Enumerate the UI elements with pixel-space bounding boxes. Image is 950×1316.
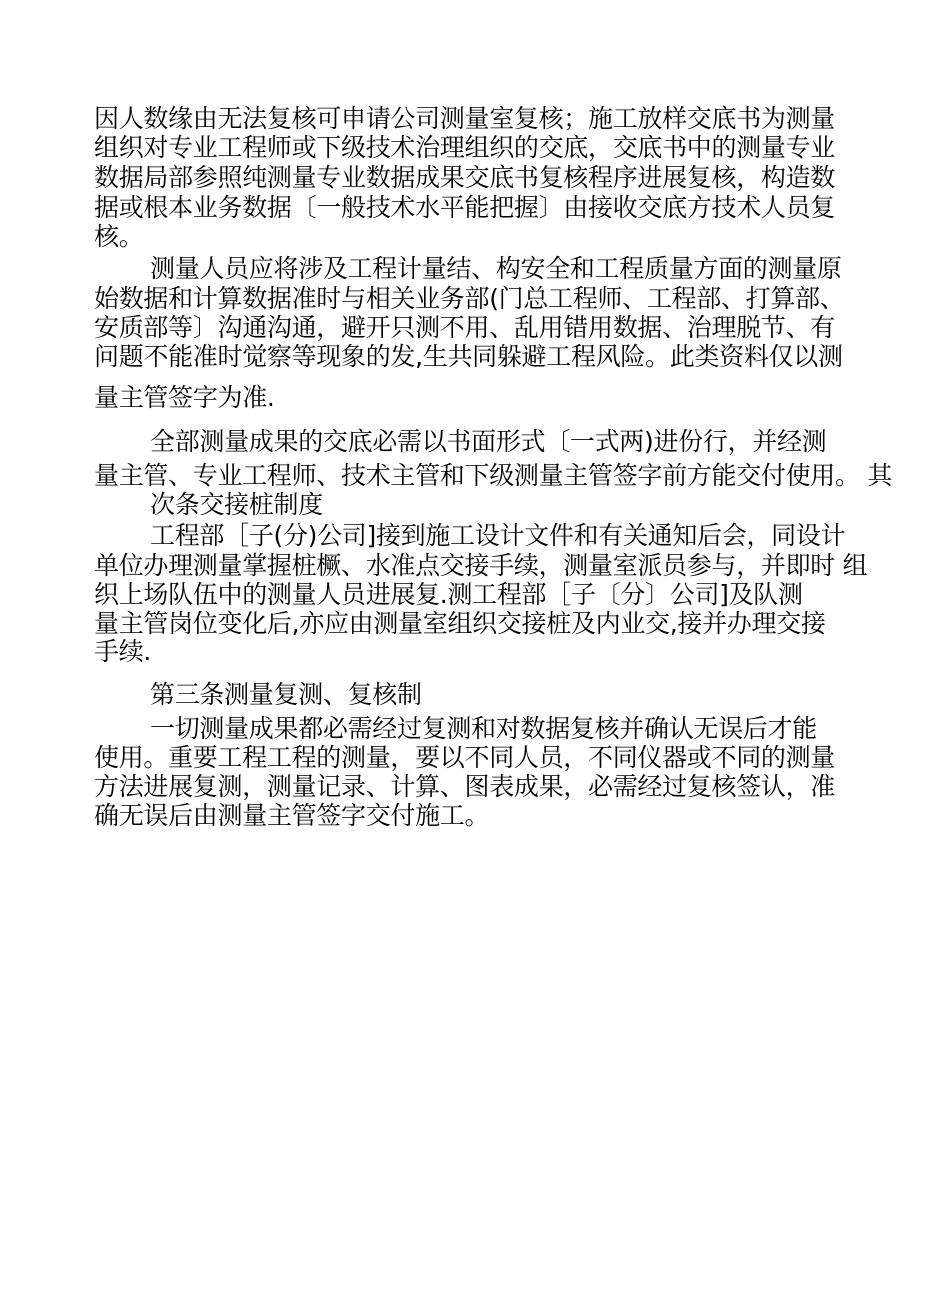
text-line: 问题不能准时觉察等现象的发,生共同躲避工程风险。此类资料仅以测: [94, 342, 843, 371]
text-line: 量主管岗位变化后,亦应由测量室组织交接桩及内业交,接并办理交接: [94, 609, 826, 638]
text-line: 组织对专业工程师或下级技术治理组织的交底，交底书中的测量专业: [94, 133, 836, 162]
text-line: 始数据和计算数据准时与相关业务部(门总工程师、工程部、打算部、: [94, 284, 845, 313]
section-heading: 第三条测量复测、复核制: [150, 680, 422, 709]
text-line: 手续.: [94, 637, 152, 666]
text-line: 全部测量成果的交底必需以书面形式〔一式两)进份行，并经测: [150, 427, 827, 456]
text-line: 使用。重要工程工程的测量，要以不同人员，不同仪器或不同的测量: [94, 743, 836, 772]
text-line: 据或根本业务数据〔一般技术水平能把握〕由接收交底方技术人员复: [94, 193, 836, 222]
text-line: 方法进展复测，测量记录、计算、图表成果，必需经过复核签认，准: [94, 772, 836, 801]
section-heading: 次条交接桩制度: [150, 490, 323, 519]
text-line: 确无误后由测量主管签字交付施工。: [94, 801, 490, 830]
text-line: 测量人员应将涉及工程计量结、构安全和工程质量方面的测量原: [150, 254, 842, 283]
text-line: 一切测量成果都必需经过复测和对数据复核并确认无误后才能: [150, 714, 817, 743]
text-line: 织上场队伍中的测量人员进展复.测工程部［子〔分〕公司]及队测: [94, 580, 803, 609]
text-line: 工程部［子(分)公司]接到施工设计文件和有关通知后会，同设计: [150, 521, 846, 550]
text-line: 数据局部参照纯测量专业数据成果交底书复核程序进展复核，构造数: [94, 163, 836, 192]
text-line: 单位办理测量掌握桩橛、水准点交接手续，测量室派员参与，并即时 组: [94, 551, 868, 580]
text-line: 量主管、专业工程师、技术主管和下级测量主管签字前方能交付使用。 其: [94, 461, 893, 490]
text-line: 因人数缘由无法复核可申请公司测量室复核；施工放样交底书为测量: [94, 104, 836, 133]
text-line: 量主管签字为准.: [94, 383, 275, 412]
text-line: 核。: [94, 222, 144, 251]
text-line: 安质部等〕沟通沟通，避开只测不用、乱用错用数据、治理脱节、有: [94, 313, 836, 342]
